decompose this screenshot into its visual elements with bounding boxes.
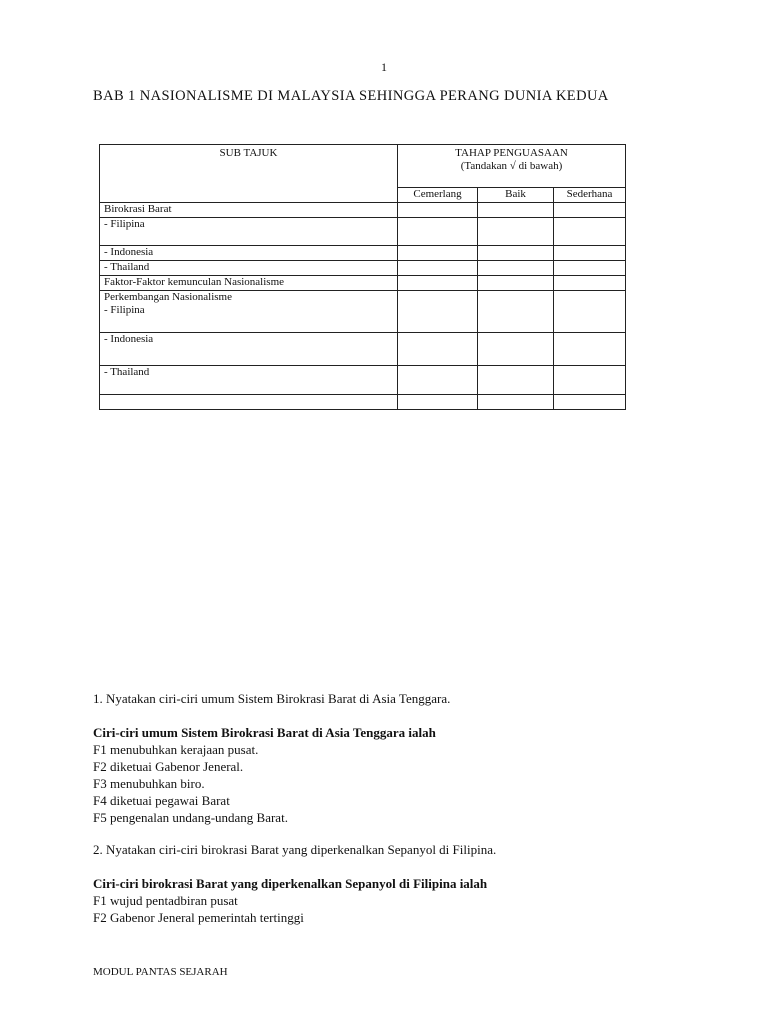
tick-cell[interactable] xyxy=(554,246,626,261)
tick-cell[interactable] xyxy=(478,261,554,276)
table-row xyxy=(100,203,626,218)
tick-cell[interactable] xyxy=(478,276,554,291)
question-2: 2. Nyatakan ciri-ciri birokrasi Barat yang diperkenalkan Sepanyol di Filipina. xyxy=(93,842,497,857)
table-row xyxy=(100,246,626,261)
tick-cell[interactable] xyxy=(398,366,478,395)
tick-cell[interactable] xyxy=(554,366,626,395)
tick-cell[interactable] xyxy=(478,395,554,410)
row-label: - Indonesia xyxy=(100,333,398,366)
answer-2-point: F2 Gabenor Jeneral pemerintah tertinggi xyxy=(93,910,304,925)
answer-1-point: F1 menubuhkan kerajaan pusat. xyxy=(93,742,259,757)
tick-cell[interactable] xyxy=(554,203,626,218)
tick-cell[interactable] xyxy=(554,333,626,366)
level-cemerlang: Cemerlang xyxy=(398,188,478,203)
row-label: - Thailand xyxy=(100,366,398,395)
tick-cell[interactable] xyxy=(554,276,626,291)
mastery-heading: TAHAP PENGUASAAN xyxy=(455,147,568,159)
table-header-row xyxy=(100,145,626,188)
row-label-cell xyxy=(100,291,398,333)
table-row xyxy=(100,218,626,246)
table-row xyxy=(100,291,626,333)
answer-2 xyxy=(93,875,487,926)
answer-1-point: F5 pengenalan undang-undang Barat. xyxy=(93,810,288,825)
table-row xyxy=(100,395,626,410)
row-label: Birokrasi Barat xyxy=(100,203,398,218)
answer-1-point: F4 diketuai pegawai Barat xyxy=(93,793,230,808)
level-baik: Baik xyxy=(478,188,554,203)
tick-cell[interactable] xyxy=(554,291,626,333)
chapter-title: BAB 1 NASIONALISME DI MALAYSIA SEHINGGA PERANG DUNIA KEDUA xyxy=(93,88,609,104)
tick-cell[interactable] xyxy=(478,291,554,333)
answer-1-point: F2 diketuai Gabenor Jeneral. xyxy=(93,759,244,774)
tick-cell[interactable] xyxy=(398,246,478,261)
tick-cell[interactable] xyxy=(398,203,478,218)
answer-1 xyxy=(93,724,436,826)
row-label: - Filipina xyxy=(100,218,398,246)
tick-cell[interactable] xyxy=(478,203,554,218)
row-label xyxy=(100,395,398,410)
tick-cell[interactable] xyxy=(554,261,626,276)
tick-cell[interactable] xyxy=(398,276,478,291)
answer-2-point: F1 wujud pentadbiran pusat xyxy=(93,893,238,908)
tick-cell[interactable] xyxy=(398,291,478,333)
tick-cell[interactable] xyxy=(478,246,554,261)
tick-cell[interactable] xyxy=(398,261,478,276)
level-sederhana: Sederhana xyxy=(554,188,626,203)
row-label: Faktor-Faktor kemunculan Nasionalisme xyxy=(100,276,398,291)
table-row xyxy=(100,276,626,291)
mastery-note: (Tandakan √ di bawah) xyxy=(460,160,563,172)
tick-cell[interactable] xyxy=(478,366,554,395)
tick-cell[interactable] xyxy=(398,333,478,366)
mastery-table xyxy=(99,144,626,410)
row-label: - Indonesia xyxy=(100,246,398,261)
row-label: - Thailand xyxy=(100,261,398,276)
sub-heading: SUB TAJUK xyxy=(219,147,278,159)
tick-cell[interactable] xyxy=(398,395,478,410)
page-number: 1 xyxy=(381,60,387,74)
question-1: 1. Nyatakan ciri-ciri umum Sistem Birokrasi Barat di Asia Tenggara. xyxy=(93,691,451,706)
tick-cell[interactable] xyxy=(398,218,478,246)
tick-cell[interactable] xyxy=(478,333,554,366)
sub-heading-cell xyxy=(100,145,398,203)
table-row xyxy=(100,261,626,276)
row-label: Perkembangan Nasionalisme xyxy=(104,291,232,303)
answer-2-heading: Ciri-ciri birokrasi Barat yang diperkenalkan Sepanyol di Filipina ialah xyxy=(93,876,488,891)
table-row xyxy=(100,333,626,366)
tick-cell[interactable] xyxy=(554,218,626,246)
row-label: - Filipina xyxy=(104,304,145,316)
tick-cell[interactable] xyxy=(554,395,626,410)
table-row xyxy=(100,366,626,395)
answer-1-point: F3 menubuhkan biro. xyxy=(93,776,205,791)
answer-1-heading: Ciri-ciri umum Sistem Birokrasi Barat di Asia Tenggara ialah xyxy=(93,725,436,740)
footer-label: MODUL PANTAS SEJARAH xyxy=(93,966,228,978)
mastery-heading-cell xyxy=(398,145,626,188)
tick-cell[interactable] xyxy=(478,218,554,246)
